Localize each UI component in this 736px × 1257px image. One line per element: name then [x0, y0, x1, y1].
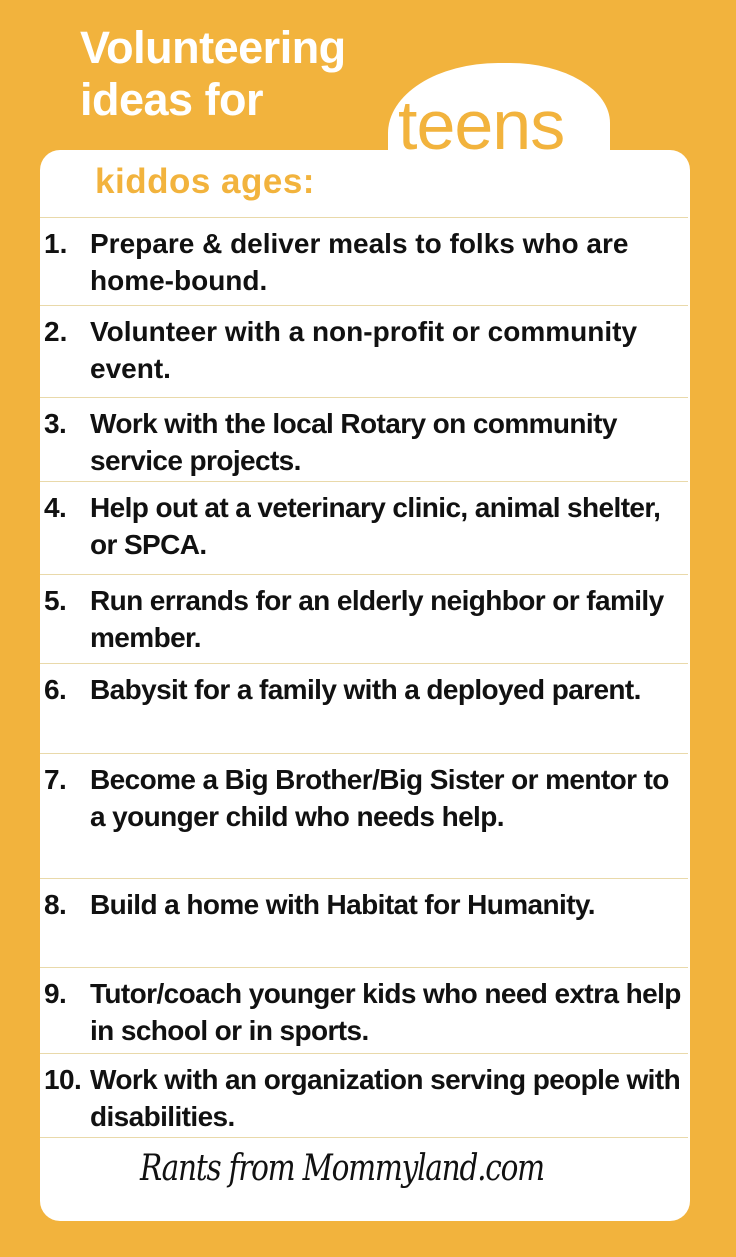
page-title: [80, 22, 346, 126]
item-number: 6.: [44, 674, 67, 705]
ideas-list: [40, 217, 688, 1138]
item-number: 10.: [44, 1064, 82, 1095]
list-item: [40, 306, 688, 398]
item-number: 3.: [44, 408, 67, 439]
item-text: Prepare & deliver meals to folks who are home-bound.: [90, 228, 629, 296]
item-text: Work with an organization serving people with disabilities.: [90, 1064, 681, 1132]
item-number: 2.: [44, 316, 68, 347]
item-text: Run errands for an elderly neighbor or family member.: [90, 585, 664, 653]
item-number: 7.: [44, 764, 67, 795]
list-item: [40, 968, 688, 1054]
list-item: [40, 754, 688, 879]
list-item: [40, 482, 688, 575]
list-item: [40, 398, 688, 482]
teens-label: teens: [398, 86, 565, 164]
item-text: Volunteer with a non-profit or community event.: [90, 316, 638, 384]
item-text: Help out at a veterinary clinic, animal shelter, or SPCA.: [90, 492, 661, 560]
item-number: 9.: [44, 978, 67, 1009]
ages-subtitle: kiddos ages:: [95, 162, 315, 201]
list-item: [40, 879, 688, 968]
list-item: [40, 575, 688, 664]
item-text: Work with the local Rotary on community service projects.: [90, 408, 617, 476]
list-item: [40, 1054, 688, 1138]
item-number: 8.: [44, 889, 67, 920]
title-line-2: ideas for: [80, 74, 264, 125]
item-number: 4.: [44, 492, 67, 523]
item-text: Build a home with Habitat for Humanity.: [90, 889, 595, 920]
item-number: 1.: [44, 228, 68, 259]
list-item: [40, 218, 688, 306]
item-text: Become a Big Brother/Big Sister or mentor to a younger child who needs help.: [90, 764, 669, 832]
item-text: Tutor/coach younger kids who need extra help in school or in sports.: [90, 978, 681, 1046]
site-signature: Rants from Mommyland.com: [140, 1148, 544, 1189]
list-item: [40, 664, 688, 754]
item-number: 5.: [44, 585, 67, 616]
title-line-1: Volunteering: [80, 22, 346, 73]
item-text: Babysit for a family with a deployed parent.: [90, 674, 641, 705]
